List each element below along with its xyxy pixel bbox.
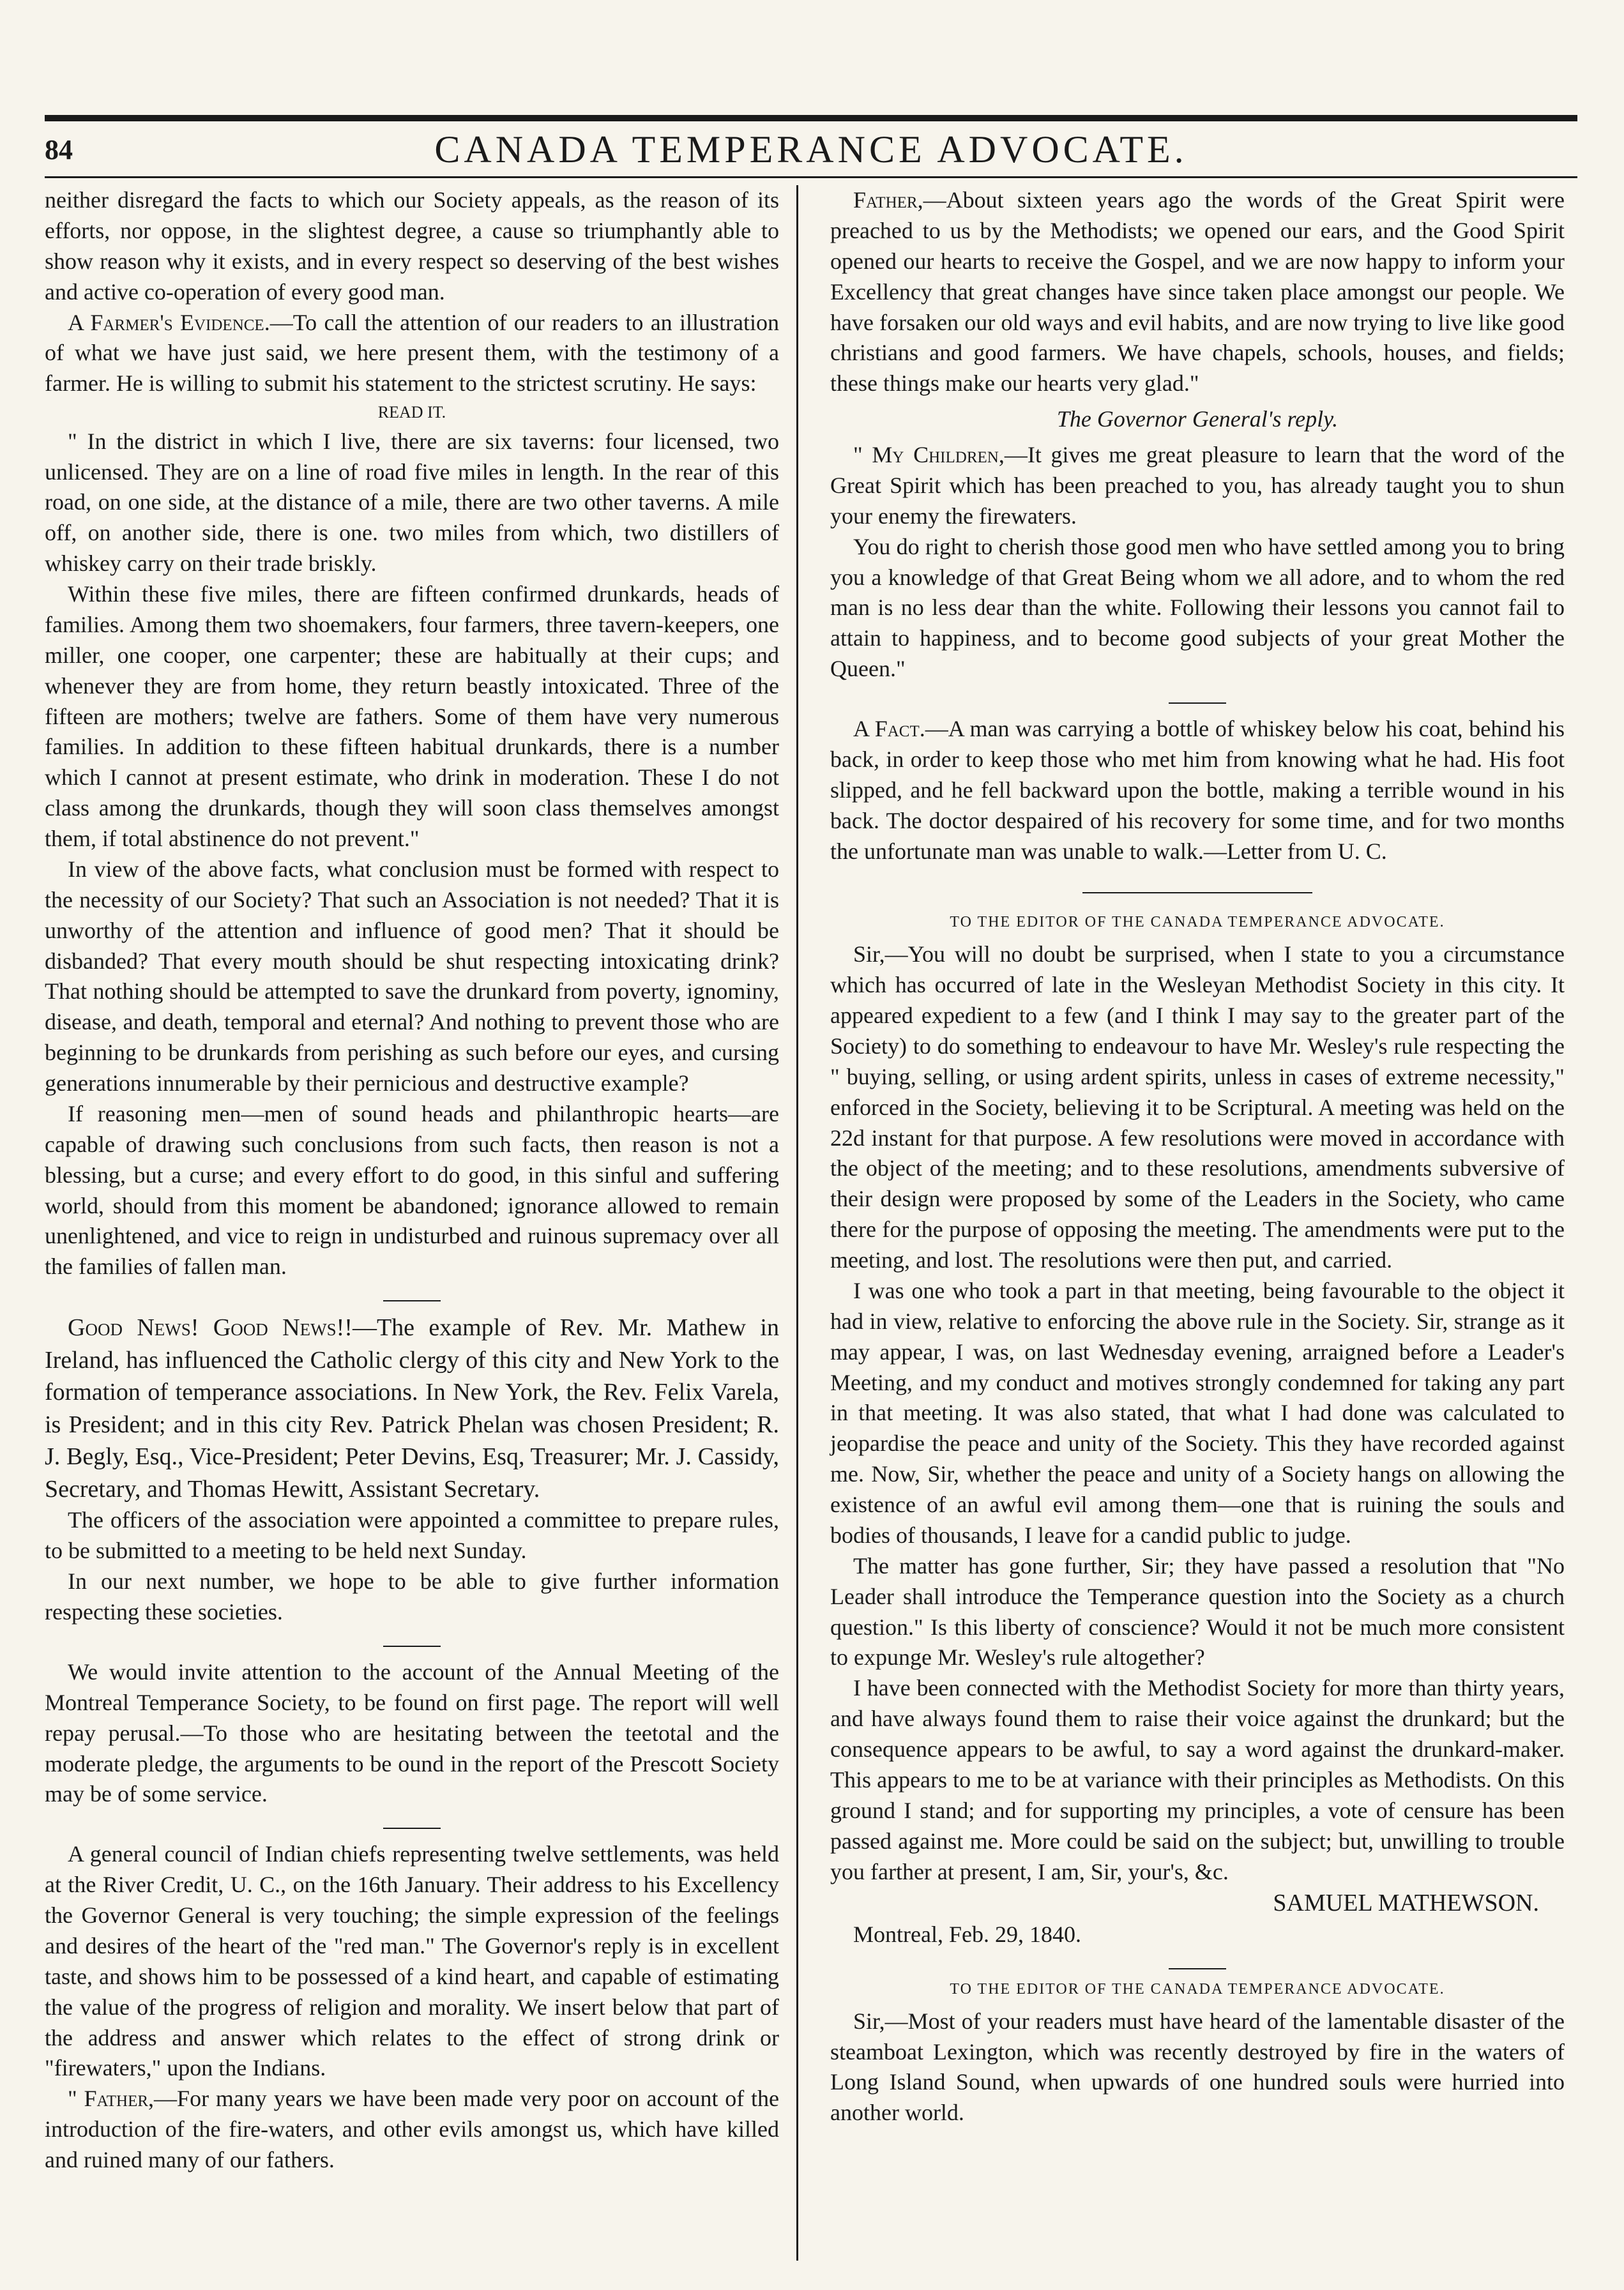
section-rule — [1169, 1968, 1226, 1969]
paragraph-text: —A man was carrying a bottle of whiskey below his coat, behind his back, in order to keep those who met him from knowing what he had. His foot slipped, and he fell backward upon the bottle, making a terrible wound in his back. The doctor despaired of his recovery for some time, and for two months the unfortunate man was unable to walk.—Letter from U. C. — [830, 716, 1565, 864]
paragraph — [830, 185, 1565, 399]
header-rule — [45, 176, 1577, 178]
paragraph: You do right to cherish those good men who have settled among you to bring you a knowledge of that Great Being whom we all adore, and to whom the red man is no less dear than the white. Following their lessons you cannot fail to attain to happiness, and to become good subjects of your great Mother the Queen." — [830, 533, 1565, 682]
section-rule — [383, 1646, 441, 1647]
paragraph: A general council of Indian chiefs representing twelve settlements, was held at the River Credit, U. C., on the 16th January. Their address to his Excellency the Governor General is very touching; the simple expression of the feelings and desires of the heart of the "red man." The Governor's reply is in excellent taste, and shows him to be possessed of a kind heart, and capable of estimating the value of the progress of religion and morality. We insert below that part of the address and answer which relates to the effect of strong drink or "firewaters," upon the Indians. — [45, 1841, 779, 2081]
paragraph: Sir,—Most of your readers must have heard of the lamentable disaster of the steamboat Lexington, which was recently destroyed by fire in the waters of Long Island Sound, when upwards of one hundred souls were hurried into another world. — [830, 2008, 1565, 2126]
section-lead: " My Children, — [853, 442, 1005, 467]
paragraph: The officers of the association were appointed a committee to prepare rules, to be submitted to a meeting to be held next Sunday. — [45, 1507, 779, 1564]
section-lead: Father, — [853, 187, 923, 213]
paragraph: neither disregard the facts to which our Society appeals, as the reason of its efforts, nor oppose, in the slightest degree, a cause so triumphantly able to show reason why it exists, and in every respect so deserving of the best wishes and active co-operation of every good man. — [45, 187, 779, 305]
quote-paragraph: Within these five miles, there are fifteen confirmed drunkards, heads of families. Among them two shoemakers, four farmers, three tavern-keepers, one miller, one cooper, one carpenter; these are habitually at their cups; and whenever they are from home, they return beastly intoxicated. Three of the fifteen are mothers; twelve are fathers. Some of them have very numerous families. In addition to these fifteen habitual drunkards, there is a number which I cannot at present estimate, who drink in moderation. These I do not class among the drunkards, though they will soon class themselves amongst them, if total abstinence do not prevent." — [45, 581, 779, 852]
paragraph: I have been connected with the Methodist Society for more than thirty years, and have always found them to raise their voice against the drunkard; but the consequence appears to be awful, to say a word against the drunkard-maker. This appears to me to be at variance with their principles as Methodists. On this ground I stand; and for supporting my principles, a vote of censure has been passed against me. More could be said on the subject; but, unwilling to trouble you farther at present, I am, Sir, your's, &c. — [830, 1675, 1565, 1884]
paragraph — [45, 1312, 779, 1505]
section-lead: Good News! Good News!! — [68, 1314, 353, 1342]
paragraph: We would invite attention to the account of the Annual Meeting of the Montreal Temperance Society, to be found on first page. The report will well repay perusal.—To those who are hesitating between the teetotal and the moderate pledge, the arguments to be ound in the report of the Prescott Society may be of some service. — [45, 1658, 779, 1807]
paragraph: If reasoning men—men of sound heads and philanthropic hearts—are capable of drawing such conclusions from such facts, then reason is not a blessing, but a curse; and every effort to do good, in this sinful and suffering world, should from this moment be abandoned; ignorance allowed to remain unenlightened, and vice to reign in undisturbed and ruinous supremacy over all the families of fallen man. — [45, 1100, 779, 1280]
paragraph: The matter has gone further, Sir; they have passed a resolution that "No Leader shall introduce the Temperance question into the Society as a church question." Is this liberty of conscience? Would it not be much more consistent to expunge Mr. Wesley's rule altogether? — [830, 1552, 1565, 1671]
section-rule — [383, 1300, 441, 1301]
section-lead: A Fact. — [853, 716, 925, 741]
letter-heading: TO THE EDITOR OF THE CANADA TEMPERANCE ADVOCATE. — [950, 914, 1445, 931]
paragraph: In view of the above facts, what conclusion must be formed with respect to the necessity of our Society? That such an Association is not needed? That it is unworthy of the attention and influence of good men? That it should be disbanded? That every mouth should be shut respecting intoxicating drink? That nothing should be attempted to save the drunkard from poverty, ignominy, disease, and death, temporal and eternal? And nothing to prevent those who are beginning to be drunkards from perishing as such before our eyes, and cursing generations innumerable by their pernicious and destructive example? — [45, 856, 779, 1096]
page-number: 84 — [45, 133, 73, 165]
signature: SAMUEL MATHEWSON. — [1273, 1890, 1539, 1917]
section-lead: " Father, — [68, 2086, 155, 2112]
reply-title: The Governor General's reply. — [1056, 406, 1339, 432]
paragraph — [45, 308, 779, 400]
paragraph: Sir,—You will no doubt be surprised, when I state to you a circumstance which has occurred of late in the Wesleyan Methodist Society in this city. It appeared expedient to a few (and I think I may say to the greater part of the Society) to do something to endeavour to have Mr. Wesley's rule respecting the " buying, selling, or using ardent spirits, unless in cases of extreme necessity," enforced in the Society, believing it to be Scriptural. A meeting was held on the 22d instant for that purpose. A few resolutions were moved in accordance with the object of the meeting; and to these resolutions, amendments subversive of their design were proposed by some of the Leaders in the Society, who came there for the purpose of opposing the meeting. The amendments were put to the meeting, and lost. The resolutions were then put, and carried. — [830, 941, 1565, 1273]
section-rule — [383, 1828, 441, 1829]
paragraph-text: —For many years we have been made very poor on account of the introduction of the fire-waters, and other evils amongst us, which have killed and ruined many of our fathers. — [45, 2086, 779, 2173]
top-rule — [45, 115, 1577, 121]
paragraph: In our next number, we hope to be able to give further information respecting these societies. — [45, 1568, 779, 1625]
paragraph — [830, 714, 1565, 867]
paragraph-text: —It gives me great pleasure to learn that the word of the Great Spirit which has been preached to you, has already taught you to shun your enemy the firewaters. — [830, 442, 1565, 529]
masthead-title: CANADA TEMPERANCE ADVOCATE. — [434, 128, 1188, 171]
left-column — [45, 185, 779, 2176]
paragraph — [45, 2084, 779, 2176]
paragraph: I was one who took a part in that meeting, being favourable to the object it had in view, relative to enforcing the above rule in the Society. Sir, strange as it may appear, I was, on last Wednesday evening, arraigned before a Leader's Meeting, and my conduct and motives strongly condemned for taking any part in that meeting. It was also stated, that what I had done was calculated to jeopardise the peace and unity of the Society. This they have recorded against me. Now, Sir, whether the peace and unity of a Society hangs on allowing the existence of an awful evil among them—one that is ruining the souls and bodies of thousands, I leave for a candid public to judge. — [830, 1277, 1565, 1548]
subheading: READ IT. — [377, 403, 446, 422]
letter-heading: TO THE EDITOR OF THE CANADA TEMPERANCE ADVOCATE. — [950, 1980, 1445, 1998]
paragraph-text: —The example of Rev. Mr. Mathew in Ireland, has influenced the Catholic clergy of this city and New York to the formation of temperance associations. In New York, the Rev. Felix Varela, is President; and in this city Rev. Patrick Phelan was chosen President; R. J. Begly, Esq., Vice-President; Peter Devins, Esq, Treasurer; Mr. J. Cassidy, Secretary, and Thomas Hewitt, Assistant Secretary. — [45, 1314, 779, 1503]
paragraph-text: —To call the attention of our readers to an illustration of what we have just said, we here present them, with the testimony of a farmer. He is willing to submit his statement to the strictest scrutiny. He says: — [45, 309, 779, 397]
paragraph-text: —About sixteen years ago the words of the Great Spirit were preached to us by the Methodists; we opened our ears, and the Good Spirit opened our hearts to receive the Gospel, and we are now happy to inform your Excellency that great changes have since taken place amongst our people. We have forsaken our old ways and evil habits, and are now trying to live like good christians and good farmers. We have chapels, schools, houses, and fields; these things make our hearts very glad." — [830, 187, 1565, 397]
section-lead: A Farmer's Evidence. — [68, 309, 270, 335]
dateline: Montreal, Feb. 29, 1840. — [853, 1921, 1081, 1947]
paragraph — [830, 440, 1565, 532]
quote-paragraph: " In the district in which I live, there are six taverns: four licensed, two unlicensed. They are on a line of road five miles in length. In the rear of this road, on one side, at the distance of a mile, there are two other taverns. A mile off, on another side, there is one. two miles from which, two distillers of whiskey carry on their trade briskly. — [45, 428, 779, 577]
right-column — [830, 185, 1565, 2128]
section-rule — [1169, 702, 1226, 704]
section-rule — [1082, 892, 1312, 893]
page-header — [45, 126, 1577, 172]
column-divider — [796, 185, 798, 2261]
